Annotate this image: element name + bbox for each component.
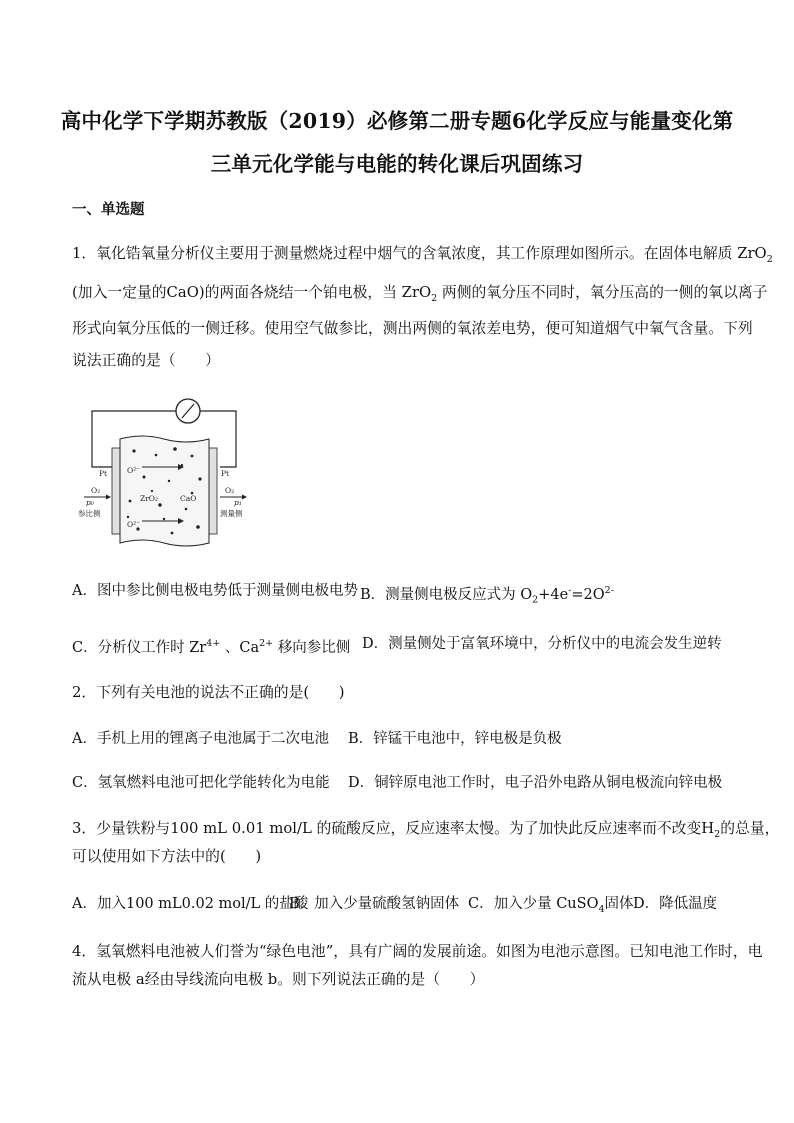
pt-right-label: Pt: [221, 469, 230, 478]
right-pt-electrode: [209, 448, 217, 534]
q1-formula: ZrO: [737, 245, 767, 262]
p1-label: p₁: [234, 498, 242, 507]
q2-option-b[interactable]: B．锌锰干电池中，锌电极是负极: [348, 731, 562, 747]
q2-option-d[interactable]: D．铜锌原电池工作时，电子沿外电路从铜电极流向锌电极: [348, 775, 723, 791]
q1-subscript: 2: [431, 292, 438, 304]
q3-c-sub: 4: [598, 903, 605, 915]
q1-stem-line-4: 说法正确的是（ ）: [72, 352, 220, 369]
o2-right-label: O₂: [225, 486, 235, 495]
q2-option-a[interactable]: A．手机上用的锂离子电池属于二次电池: [72, 731, 329, 747]
q1-c-text: 移向参比侧: [273, 639, 351, 656]
q1-c-text: C．分析仪工作时 Zr: [72, 639, 207, 656]
q4-stem-line-1: 4．氢氧燃料电池被人们誉为“绿色电池”，具有广阔的发展前途。如图为电池示意图。已知电池工作时，电: [72, 943, 763, 960]
measurement-side-label: 测量侧: [220, 509, 243, 518]
o2-ion-bottom-label: O²⁻: [127, 520, 141, 529]
q1-stem-line-2: [72, 282, 767, 310]
q1-c-text: 、Ca: [220, 639, 260, 656]
q3-stem-line-1: [72, 818, 779, 846]
q1-text: 两侧的氧分压不同时，氧分压高的一侧的氧以离子: [437, 284, 768, 301]
gas-arrow-left-head: [106, 495, 111, 500]
q1-b-text: B．测量侧电极反应式为 O: [360, 586, 533, 603]
zro2-electrolyte: [120, 436, 209, 546]
q3-sub: 2: [714, 828, 721, 840]
q1-option-a[interactable]: A．图中参比侧电极电势低于测量侧电极电势: [72, 583, 358, 599]
reference-side-label: 参比侧: [78, 509, 101, 518]
o2-left-label: O₂: [91, 486, 101, 495]
zro2-label: ZrO₂: [140, 494, 158, 503]
q1-text: 1．氧化锆氧量分析仪主要用于测量燃烧过程中烟气的含氧浓度，其工作原理如图所示。在固体电解质: [72, 245, 738, 262]
cao-label: CaO: [180, 494, 197, 503]
left-pt-electrode: [112, 448, 120, 534]
q1-b-text: +4e: [538, 586, 569, 603]
pt-left-label: Pt: [99, 469, 108, 478]
q1-b-sup: 2-: [604, 585, 614, 596]
q1-b-text: =2O: [571, 586, 605, 603]
document-title-line-1: 高中化学下学期苏教版（2019）必修第二册专题6化学反应与能量变化第: [60, 109, 734, 133]
q2-option-c[interactable]: C．氢氧燃料电池可把化学能转化为电能: [72, 775, 330, 791]
q1-text: (加入一定量的CaO)的两面各烧结一个铂电极，当: [72, 284, 402, 301]
q1-subscript: 2: [766, 253, 773, 265]
q3-c-text: 固体: [604, 896, 634, 912]
q1-option-d[interactable]: D．测量侧处于富氧环境中，分析仪中的电流会发生逆转: [362, 636, 722, 652]
q3-option-a[interactable]: A．加入100 mL0.02 mol/L 的盐酸: [72, 896, 309, 912]
q4-stem-line-2: 流从电极 a经由导线流向电极 b。则下列说法正确的是（ ）: [72, 971, 485, 988]
q3-option-b[interactable]: B．加入少量硫酸氢钠固体: [289, 896, 460, 912]
q1-stem-line-1: [72, 243, 773, 271]
q1-b-sub: 2: [532, 594, 539, 606]
q2-stem: 2．下列有关电池的说法不正确的是( ): [72, 684, 345, 701]
q3-stem-line-2: 可以使用如下方法中的( ): [72, 848, 262, 865]
q3-text: 3．少量铁粉与100 mL 0.01 mol/L 的硫酸反应，反应速率太慢。为了加快此反应速率而不改变H: [72, 820, 715, 837]
q1-formula: ZrO: [401, 284, 432, 301]
q3-text: 的总量，: [720, 820, 780, 837]
o2-ion-top-label: O²⁻: [127, 466, 141, 475]
q1-b-sup: -: [568, 585, 572, 596]
q1-stem-line-3: 形式向氧分压低的一侧迁移。使用空气做参比，测出两侧的氧浓差电势，便可知道烟气中氧气含量。下列: [72, 320, 753, 337]
p0-label: p₀: [86, 498, 94, 507]
gas-arrow-right-head: [242, 495, 247, 500]
q1-c-sup: 2+: [259, 638, 274, 649]
q1-option-c[interactable]: [72, 633, 350, 659]
q3-option-d[interactable]: D．降低温度: [633, 896, 718, 912]
q3-c-text: C．加入少量 CuSO: [468, 896, 599, 912]
document-title-line-2: 三单元化学能与电能的转化课后巩固练习: [210, 152, 584, 176]
oxygen-analyzer-diagram: [74, 393, 252, 563]
q3-option-c[interactable]: [468, 893, 634, 921]
q1-option-b[interactable]: [360, 580, 614, 612]
q1-c-sup: 4+: [206, 638, 221, 649]
section-heading: 一、单选题: [72, 201, 145, 218]
